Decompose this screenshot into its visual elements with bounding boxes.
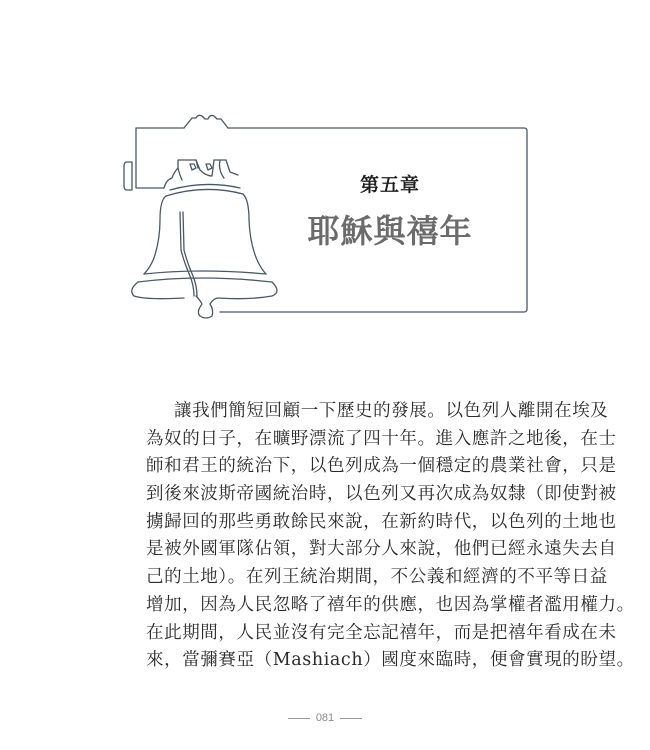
text-line: 來，當彌賽亞（Mashiach）國度來臨時，便會實現的盼望。 <box>146 650 635 671</box>
text-line: 增加，因為人民忽略了禧年的供應，也因為掌權者濫用權力。 <box>146 594 635 615</box>
text-line: 師和君王的統治下，以色列成為一個穩定的農業社會，只是 <box>146 456 617 477</box>
body-paragraph <box>146 398 635 675</box>
text-line: 己的土地）。在列王統治期間，不公義和經濟的不平等日益 <box>146 567 608 588</box>
text-line: 在此期間，人民並沒有完全忘記禧年，而是把禧年看成在未 <box>146 622 617 643</box>
text-line: 是被外國軍隊佔領，對大部分人來說，他們已經永遠失去自 <box>146 539 617 560</box>
text-line: 為奴的日子，在曠野漂流了四十年。進入應許之地後，在士 <box>146 428 617 449</box>
page-number: 081 <box>315 712 335 724</box>
folio-rule-left <box>288 718 310 719</box>
page-footer <box>270 710 380 726</box>
text-line: 讓我們簡短回顧一下歷史的發展。以色列人離開在埃及 <box>174 401 609 421</box>
text-line: 到後來波斯帝國統治時，以色列又再次成為奴隸（即使對被 <box>146 484 617 505</box>
chapter-title: 耶穌與禧年 <box>307 212 473 250</box>
chapter-number: 第五章 <box>359 174 420 196</box>
folio-rule-right <box>340 718 362 719</box>
text-line: 擄歸回的那些勇敢餘民來說，在新約時代，以色列的土地也 <box>146 511 617 532</box>
